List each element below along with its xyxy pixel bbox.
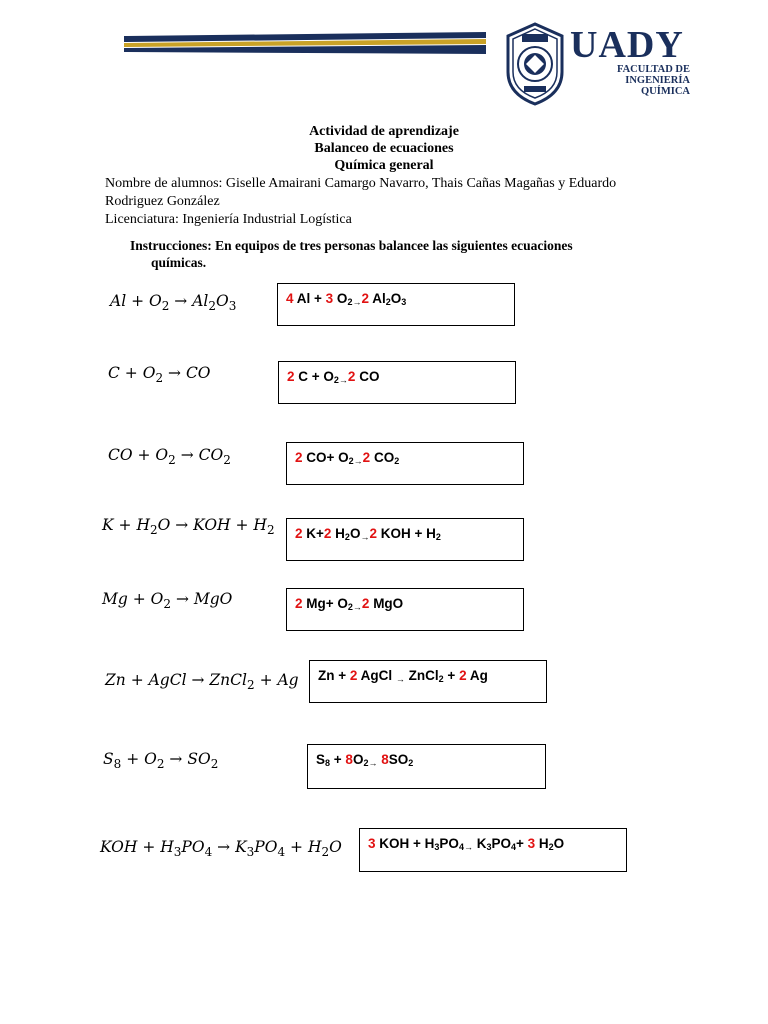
answer-box-6: Zn + 2 AgCl → ZnCl$_2$ + 2 Ag — [309, 660, 547, 703]
title-topic: Balanceo de ecuaciones — [314, 141, 454, 156]
degree-line: Licenciatura: Ingeniería Industrial Logística — [105, 212, 352, 227]
equation-3: CO + $O_2 \to CO_2$ — [108, 446, 231, 467]
logo-text — [570, 24, 692, 97]
answer-box-7: $S_8 + 8O_2\to 8SO_2$ — [307, 744, 546, 789]
student-info — [105, 175, 665, 229]
answer-box-5: 2 $Mg+ O_2\to 2$ MgO — [286, 588, 524, 631]
answer-box-8: 3 KOH + $H_3PO_4\to K_3PO_4+ 3$ $H_2O$ — [359, 828, 627, 872]
title-course: Química general — [334, 158, 434, 173]
students-line: Nombre de alumnos: Giselle Amairani Camargo Navarro, Thais Cañas Magañas y Eduardo Rodriguez González — [105, 176, 617, 209]
instructions: Instrucciones: En equipos de tres personas balancee las siguientes ecuaciones químicas. — [130, 238, 573, 270]
equation-5: $Mg + O_2$ → MgO — [102, 590, 233, 611]
title-activity: Actividad de aprendizaje — [309, 124, 459, 139]
logo-name: UADY — [570, 24, 684, 66]
answer-box-3: 2 $CO+ O_2\to 2$ $CO_2$ — [286, 442, 524, 485]
faculty-name: FACULTAD DE INGENIERÍA QUÍMICA — [616, 64, 690, 97]
university-seal-logo — [502, 22, 568, 106]
equation-2: $C + O_2$ → CO — [108, 364, 211, 385]
answer-box-4: 2 K+2 $H_2O\to 2$ KOH + $H_2$ — [286, 518, 524, 561]
header-stripes — [124, 30, 486, 60]
answer-box-1: 4 Al + 3 $O_2\to 2$ $Al_2O_3$ — [277, 283, 515, 326]
equation-7: $S_8 + O_2 \to SO_2$ — [103, 750, 219, 771]
equation-8: KOH + $H_3PO_4 \to K_3PO_4 + H_2O$ — [100, 838, 342, 859]
equation-4: $K + H_2O$ → KOH + $H_2$ — [102, 516, 275, 537]
equation-6: Zn + AgCl → ZnCl$_2$ + Ag — [105, 671, 299, 692]
document-titles — [0, 123, 768, 174]
equation-1: $Al + O_2 \to Al_2O_3$ — [110, 292, 237, 313]
answer-box-2: 2 $C + O_2\to 2$ CO — [278, 361, 516, 404]
